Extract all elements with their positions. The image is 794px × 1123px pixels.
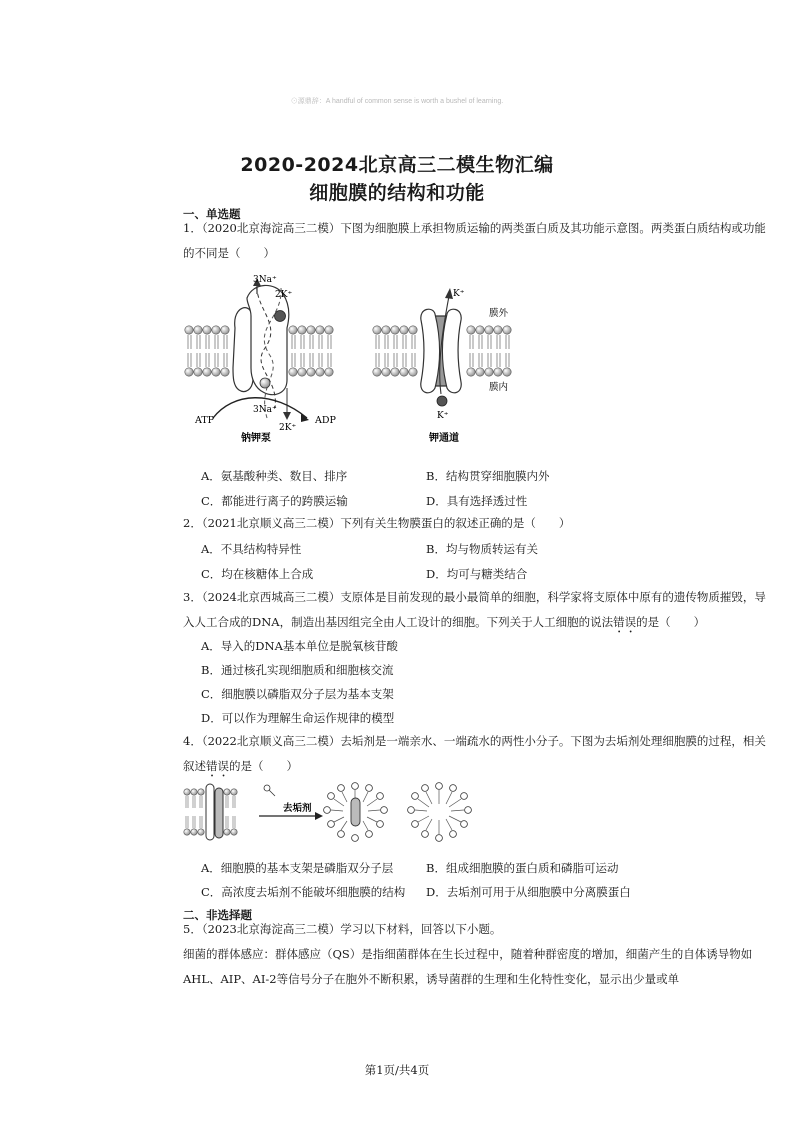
q1-option-b: B．结构贯穿细胞膜内外 [426,469,550,483]
inside-label: 膜内 [489,382,509,393]
page-footer: 第1页/共4页 [364,1063,430,1077]
k-bottom-label: 2K⁺ [279,423,297,433]
detergent-figure [183,782,473,844]
emphasis-wrong: 错误 [613,614,637,629]
emphasis-wrong: 错误 [206,758,229,773]
question-1-text: 1．（2020北京海淀高三二模）下图为细胞膜上承担物质运输的两类蛋白质及其功能示意图。两类蛋白质结构或功能的不同是（ ） [183,221,766,260]
page-subtitle: 细胞膜的结构和功能 [309,182,485,204]
question-5-paragraph: 细菌的群体感应：群体感应（QS）是指细菌群体在生长过程中，随着种群密度的增加，细菌产生的自体诱导物如AHL、AIP、AI-2等信号分子在胞外不断积累，诱导菌群的生理和生化特性变化，显示出少量或单 [183,947,753,986]
q4-option-a: A．细胞膜的基本支架是磷脂双分子层 [201,861,394,875]
k-in-label: K⁺ [437,411,449,421]
question-3-text: 3．（2024北京西城高三二模）支原体是目前发现的最小最简单的细胞，科学家将支原体中原有的遗传物质摧毁，导入人工合成的DNA，制造出基因组完全由人工设计的细胞。下列关于人工细胞的说法错误的是（ ） [183,590,766,629]
question-4-text: 4．（2022北京顺义高三二模）去垢剂是一端亲水、一端疏水的两性小分子。下图为去垢剂处理细胞膜的过程，相关叙述错误的是（ ） [183,734,766,773]
watermark: ⊙源鼎辞：A handful of common sense is worth a bushel of learning. [290,98,504,105]
section-heading-non-choice: 二、非选择题 [183,908,252,922]
q2-option-b: B．均与物质转运有关 [426,542,538,556]
q4-option-b: B．组成细胞膜的蛋白质和磷脂可运动 [426,861,619,875]
page-title: 2020-2024北京高三二模生物汇编 [240,154,554,176]
pump-caption: 钠钾泵 [241,433,271,444]
q2-option-c: C．均在核糖体上合成 [201,567,314,581]
q1-option-a: A．氨基酸种类、数目、排序 [201,469,348,483]
q2-option-a: A．不具结构特异性 [201,542,302,556]
question-5-text: 5．（2023北京海淀高三二模）学习以下材料，回答以下小题。 [183,922,502,936]
section-heading-single-choice: 一、单选题 [183,207,241,221]
channel-caption: 钾通道 [429,433,459,444]
question-2-text: 2．（2021北京顺义高三二模）下列有关生物膜蛋白的叙述正确的是（ ） [183,516,571,530]
micelle-right [408,783,472,842]
membrane-transport-figure [183,268,523,448]
detergent-arrow-label: 去垢剂 [283,803,312,814]
na-top-label: 3Na⁺ [253,275,277,285]
q3-option-c: C．细胞膜以磷脂双分子层为基本支架 [201,687,394,701]
adp-label: ADP [315,415,336,426]
k-out-label: K⁺ [453,289,465,299]
q4-option-d: D．去垢剂可用于从细胞膜中分离膜蛋白 [426,885,631,899]
q3-option-d: D．可以作为理解生命运作规律的模型 [201,711,395,725]
q1-option-d: D．具有选择透过性 [426,494,528,508]
sodium-potassium-pump [233,285,289,394]
q4-option-c: C．高浓度去垢剂不能破坏细胞膜的结构 [201,885,406,899]
q1-option-c: C．都能进行离子的跨膜运输 [201,494,348,508]
q3-option-a: A．导入的DNA基本单位是脱氧核苷酸 [201,639,398,653]
k-top-label: 2K⁺ [275,290,293,300]
micelle-left [324,783,388,842]
q3-option-b: B．通过核孔实现细胞质和细胞核交流 [201,663,394,677]
q2-option-d: D．均可与糖类结合 [426,567,528,581]
outside-label: 膜外 [489,308,509,319]
atp-label: ATP [195,415,215,426]
na-bottom-label: 3Na⁺ [253,405,277,415]
